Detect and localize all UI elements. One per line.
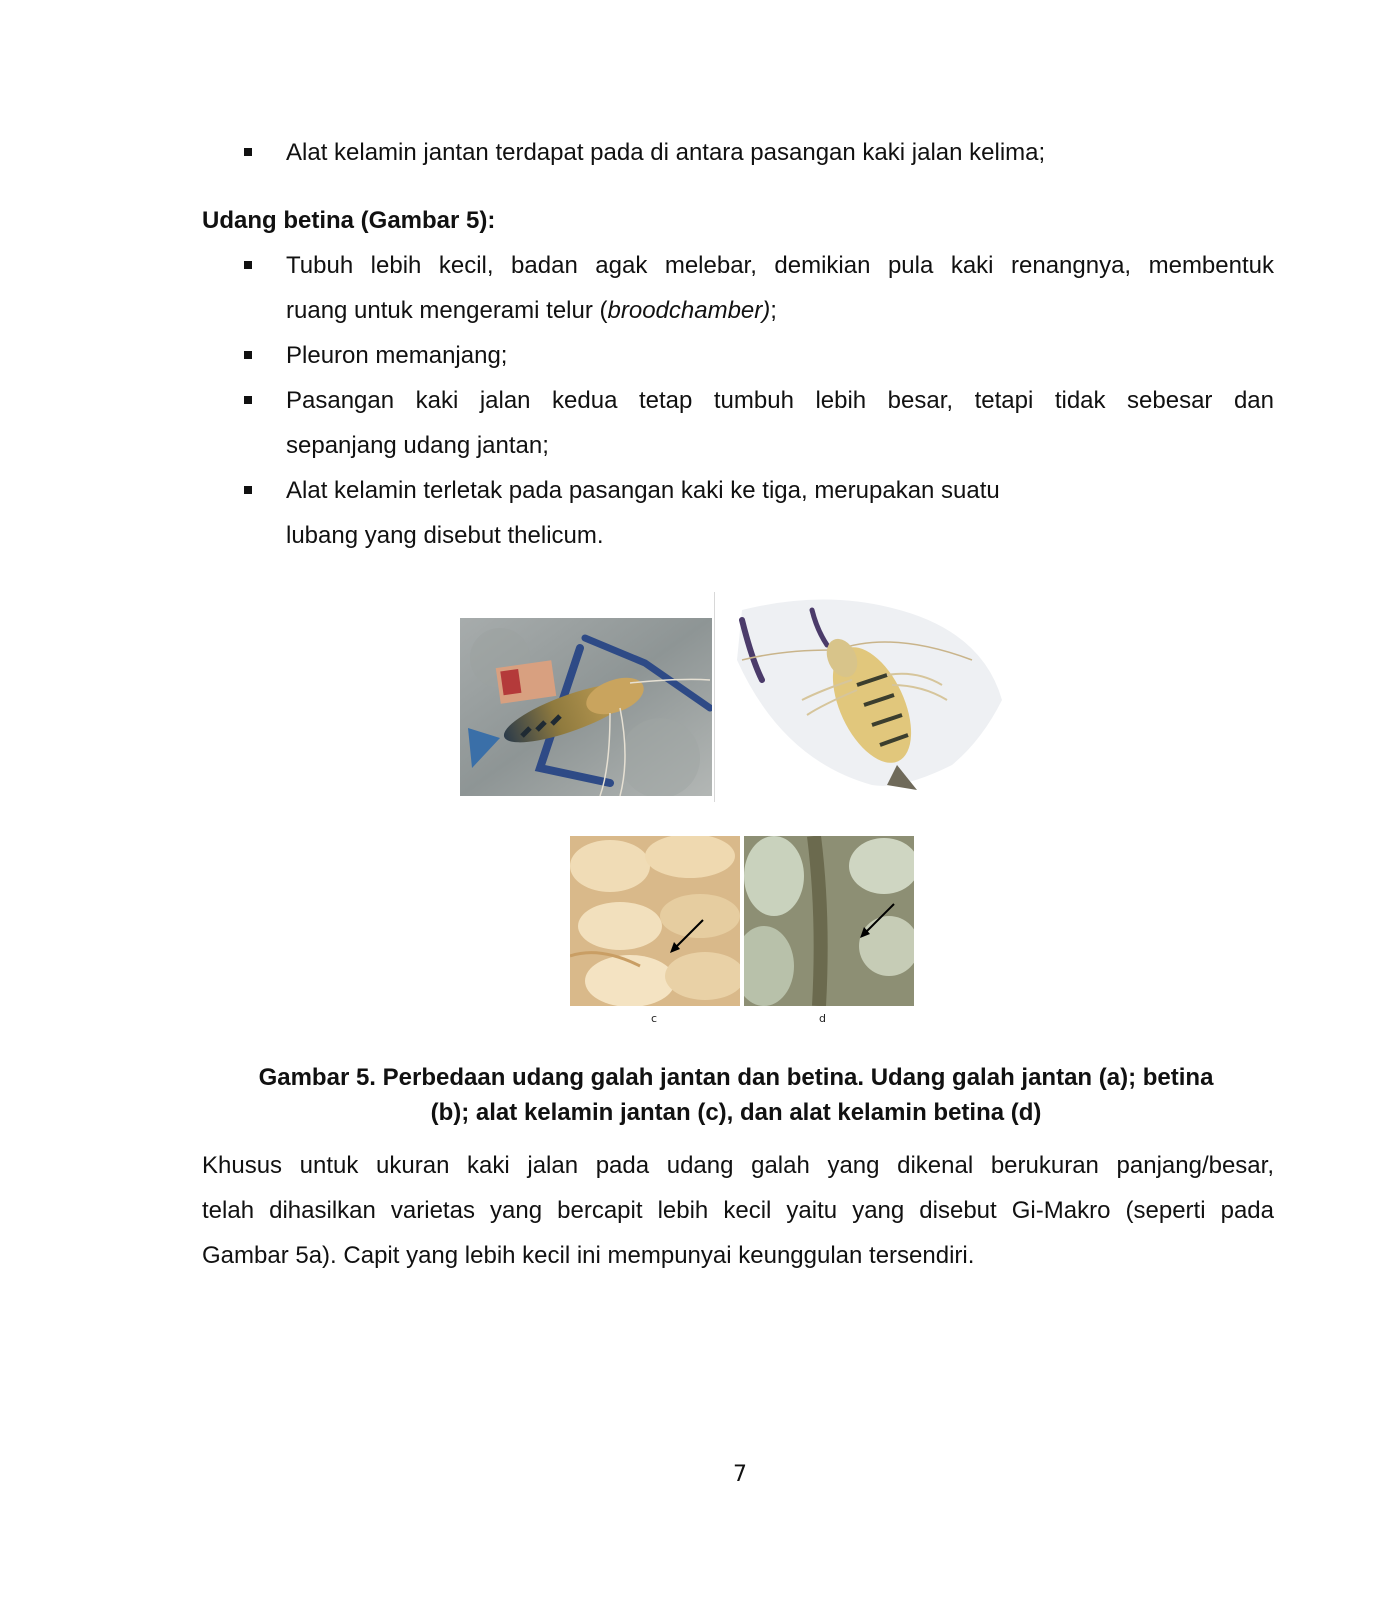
- figure-image-a-male-prawn: [460, 618, 712, 796]
- female-prawn-photo: [722, 590, 1014, 800]
- bullet-female-genital: [244, 468, 1274, 558]
- bullet-text-line1: Pasangan kaki jalan kedua tetap tumbuh lebih besar, tetapi tidak sebesar dan: [286, 387, 1274, 414]
- bullet-text: Pleuron memanjang;: [286, 342, 508, 369]
- bullet-text-line2: sepanjang udang jantan;: [286, 432, 549, 459]
- female-genital-photo: [744, 836, 914, 1006]
- italic-term: broodchamber): [607, 297, 771, 324]
- male-prawn-photo: [460, 618, 712, 796]
- bullet-female-pleuron: [244, 333, 1274, 378]
- caption-line-1: Gambar 5. Perbedaan udang galah jantan dan betina. Udang galah jantan (a); betina: [258, 1064, 1214, 1091]
- bullet-female-body: [244, 243, 1274, 333]
- page-number: 7: [733, 1462, 747, 1487]
- bullet-text-line2: lubang yang disebut thelicum.: [286, 522, 604, 549]
- bullet-marker: [244, 486, 252, 494]
- bullet-text-line1: Alat kelamin terletak pada pasangan kaki ke tiga, merupakan suatu: [286, 477, 1000, 504]
- figure-image-b-female-prawn: [722, 590, 1014, 800]
- figure-image-c-male-genital: [570, 836, 740, 1006]
- bullet-text: Alat kelamin jantan terdapat pada di antara pasangan kaki jalan kelima;: [286, 139, 1046, 166]
- caption-line-2: (b); alat kelamin jantan (c), dan alat kelamin betina (d): [430, 1099, 1042, 1126]
- bullet-marker: [244, 351, 252, 359]
- paragraph-line-3: Gambar 5a). Capit yang lebih kecil ini mempunyai keunggulan tersendiri.: [202, 1242, 975, 1269]
- paragraph-line-1: Khusus untuk ukuran kaki jalan pada udang galah yang dikenal berukuran panjang/besar,: [202, 1152, 1274, 1179]
- figure-caption: [200, 1060, 1272, 1130]
- bullet-text-line1: Tubuh lebih kecil, badan agak melebar, demikian pula kaki renangnya, membentuk: [286, 252, 1274, 279]
- bullet-male-genital: [244, 130, 1274, 175]
- paragraph-line-2: telah dihasilkan varietas yang bercapit lebih kecil yaitu yang disebut Gi-Makro (seperti pada: [202, 1197, 1274, 1224]
- figure-divider: [714, 592, 715, 802]
- bullet-marker: [244, 396, 252, 404]
- figure-label-d: d: [819, 1012, 826, 1025]
- body-paragraph: [202, 1143, 1274, 1278]
- bullet-text-line2: ruang untuk mengerami telur (broodchamber);: [286, 297, 777, 324]
- bullet-marker: [244, 261, 252, 269]
- section-heading: Udang betina (Gambar 5):: [202, 207, 496, 234]
- male-genital-photo: [570, 836, 740, 1006]
- figure-label-c: c: [651, 1012, 658, 1025]
- bullet-marker: [244, 148, 252, 156]
- bullet-female-walking-legs: [244, 378, 1274, 468]
- figure-image-d-female-genital: [744, 836, 914, 1006]
